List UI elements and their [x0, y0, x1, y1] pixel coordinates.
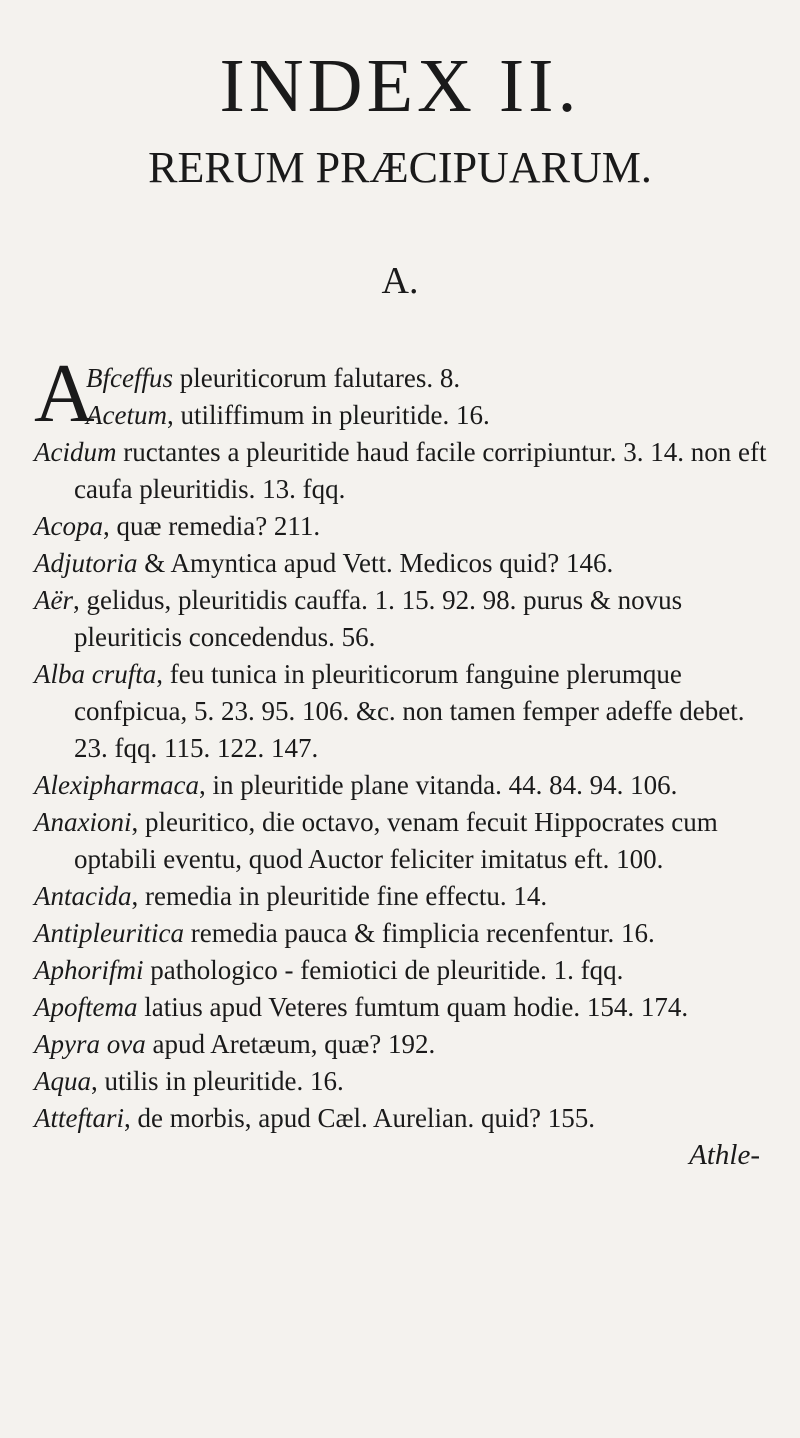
index-entry — [34, 1100, 774, 1137]
entry-text: & Amyntica apud Vett. Medicos quid? 146. — [137, 548, 614, 578]
drop-cap: A — [34, 347, 95, 440]
entry-head: Adjutoria — [34, 548, 138, 578]
index-entry — [34, 1026, 774, 1063]
entry-head: Aphorifmi — [34, 955, 144, 985]
entry-head: Aqua — [34, 1066, 91, 1096]
entry-text: , utiliffimum in pleuritide. 16. — [166, 400, 490, 430]
entry-head: Alba crufta — [34, 659, 157, 689]
entry-head: Acetum — [86, 400, 167, 430]
entry-head: Antacida — [34, 881, 132, 911]
entry-head: Bfceffus — [86, 363, 173, 393]
index-entry — [34, 915, 774, 952]
entry-text: latius apud Veteres fumtum quam hodie. 154. 174. — [137, 992, 689, 1022]
index-entry — [34, 434, 774, 508]
index-entry — [34, 360, 774, 397]
index-entry — [34, 545, 774, 582]
index-entry — [34, 878, 774, 915]
index-entry — [34, 1063, 774, 1100]
entry-text: pathologico - femiotici de pleuritide. 1. fqq. — [143, 955, 624, 985]
entry-text: ructantes a pleuritide haud facile corripiuntur. 3. 14. non eft caufa pleuritidis. 13. fqq. — [74, 437, 767, 504]
entry-text: pleuriticorum falutares. 8. — [172, 363, 461, 393]
index-entry — [34, 804, 774, 878]
entry-head: Acidum — [34, 437, 117, 467]
entry-text: , de morbis, apud Cæl. Aurelian. quid? 155. — [124, 1103, 595, 1133]
index-entry — [34, 989, 774, 1026]
catchword: Athle- — [689, 1139, 760, 1171]
entry-text: , quæ remedia? 211. — [102, 511, 321, 541]
entry-text: , feu tunica in pleuriticorum fanguine plerumque confpicua, 5. 23. 95. 106. &c. non tamen femper adeffe debet. 23. fqq. 115. 122. 147. — [74, 659, 745, 763]
entry-text: , gelidus, pleuritidis cauffa. 1. 15. 92. 98. purus & novus pleuriticis concedendus. 56. — [72, 585, 683, 652]
entry-text: , remedia in pleuritide fine effectu. 14. — [131, 881, 548, 911]
entry-head: Apoftema — [34, 992, 138, 1022]
entry-head: Antipleuritica — [34, 918, 184, 948]
entry-head: Aër — [34, 585, 73, 615]
entry-text: , in pleuritide plane vitanda. 44. 84. 94. 106. — [198, 770, 678, 800]
entry-head: Apyra ova — [34, 1029, 146, 1059]
entry-text: apud Aretæum, quæ? 192. — [145, 1029, 436, 1059]
index-subtitle: RERUM PRÆCIPUARUM. — [148, 143, 652, 192]
entry-text: , pleuritico, die octavo, venam fecuit Hippocrates cum optabili eventu, quod Auctor feliciter imitatus eft. 100. — [74, 807, 718, 874]
entry-text: remedia pauca & fimplicia recenfentur. 16. — [183, 918, 655, 948]
entry-head: Acopa — [34, 511, 103, 541]
section-letter: A. — [381, 260, 419, 302]
entry-head: Atteftari — [34, 1103, 124, 1133]
index-entry — [34, 582, 774, 656]
index-entry — [34, 508, 774, 545]
entry-text: , utilis in pleuritide. 16. — [91, 1066, 344, 1096]
entry-head: Alexipharmaca — [34, 770, 199, 800]
index-entry — [34, 397, 774, 434]
index-entry — [34, 767, 774, 804]
entry-head: Anaxioni — [34, 807, 132, 837]
index-entry — [34, 952, 774, 989]
index-entry — [34, 656, 774, 767]
index-title: INDEX II. — [219, 44, 581, 128]
